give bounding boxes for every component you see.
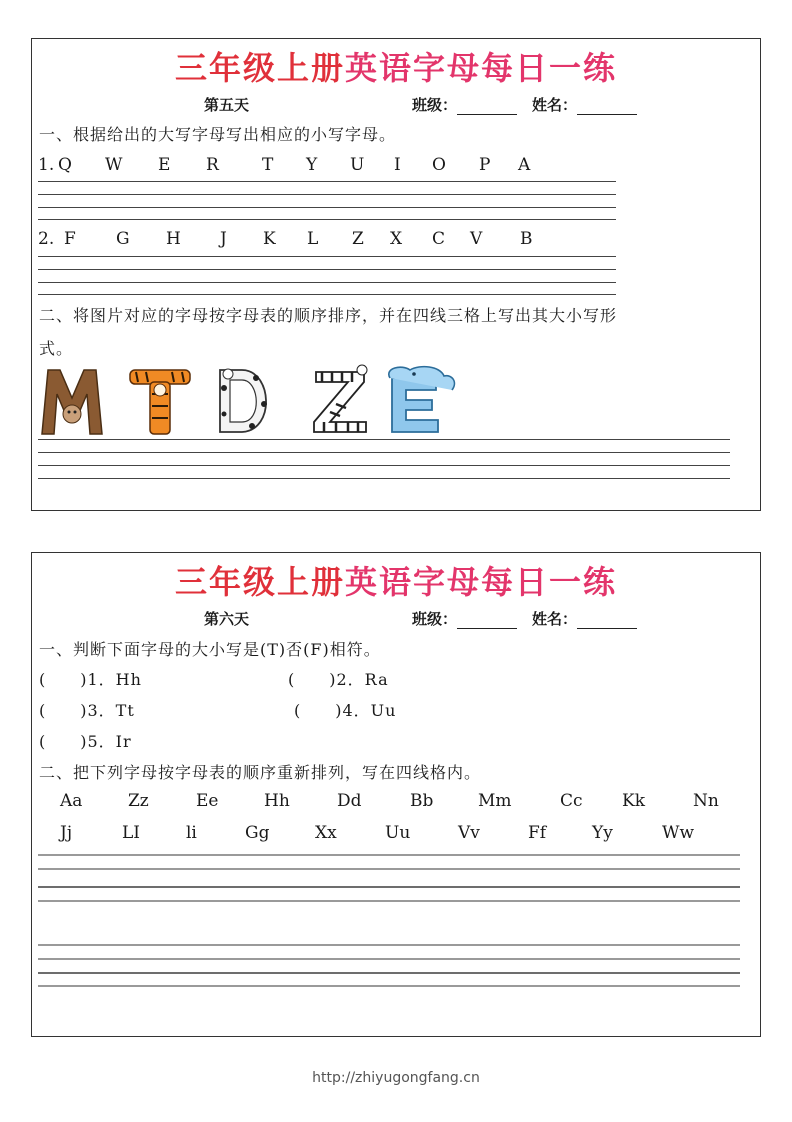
letter-pair: Gg: [245, 823, 270, 843]
day-label: 第六天: [204, 610, 250, 628]
letter: F: [64, 229, 76, 249]
four-line-grid-line: [38, 958, 740, 960]
writing-line: [38, 452, 730, 453]
four-line-grid-line: [38, 972, 740, 974]
elephant-letter-e-picture: [384, 364, 464, 436]
worksheet-day6: [31, 552, 761, 1037]
judge-item-1: ( )1．Hh: [39, 670, 142, 689]
class-blank[interactable]: [457, 614, 517, 629]
judge-item-3: ( )3．Tt: [39, 701, 135, 720]
question-1: 一、根据给出的大写字母写出相应的小写字母。: [39, 125, 397, 144]
letter-pair: Zz: [128, 791, 149, 811]
judge-item-4: ( )4．Uu: [294, 701, 397, 720]
letter: J: [220, 229, 227, 249]
letter: Z: [352, 229, 364, 249]
name-field: 姓名：: [532, 94, 637, 115]
letter-pair: Vv: [458, 823, 480, 843]
question-1: 一、判断下面字母的大小写是(T)否(F)相符。: [39, 640, 381, 659]
letter-pair: Dd: [337, 791, 362, 811]
letter-pair: Ff: [528, 823, 547, 843]
dalmatian-letter-d-picture: [212, 364, 280, 436]
worksheet-title: 三年级上册英语字母每日一练: [174, 49, 618, 87]
letter: T: [262, 155, 274, 175]
writing-line: [38, 207, 616, 208]
letter: R: [206, 155, 219, 175]
letter-pair: Kk: [622, 791, 646, 811]
writing-line: [38, 181, 616, 182]
worksheet-day5: [31, 38, 761, 511]
letter: G: [116, 229, 130, 249]
writing-line: [38, 478, 730, 479]
row-number: 2.: [38, 229, 55, 249]
writing-line: [38, 294, 616, 295]
writing-line: [38, 256, 616, 257]
question-2: 二、把下列字母按字母表的顺序重新排列，写在四线格内。: [39, 763, 482, 782]
question-2-line2: 式。: [39, 339, 74, 358]
letter: K: [263, 229, 276, 249]
letter-pair: Jj: [60, 823, 73, 843]
row-number: 1.: [38, 155, 55, 175]
writing-line: [38, 465, 730, 466]
four-line-grid-line: [38, 944, 740, 946]
letter-pair: LI: [122, 823, 141, 843]
writing-line: [38, 194, 616, 195]
letter: U: [350, 155, 365, 175]
writing-line: [38, 282, 616, 283]
letter-pair: Aa: [60, 791, 83, 811]
name-blank[interactable]: [577, 100, 637, 115]
letter-pair: Hh: [264, 791, 290, 811]
letter: C: [432, 229, 446, 249]
answer-parens[interactable]: ( ): [39, 732, 88, 751]
letter: Q: [58, 155, 72, 175]
letter: E: [158, 155, 171, 175]
answer-parens[interactable]: ( ): [288, 670, 337, 689]
answer-parens[interactable]: ( ): [39, 670, 88, 689]
letter-pair: li: [186, 823, 197, 843]
letter-pair: Uu: [385, 823, 411, 843]
judge-item-2: ( )2．Ra: [288, 670, 389, 689]
judge-item-5: ( )5．Ir: [39, 732, 132, 751]
letter: P: [479, 155, 491, 175]
writing-line: [38, 439, 730, 440]
answer-parens[interactable]: ( ): [294, 701, 343, 720]
letter: O: [432, 155, 446, 175]
class-field: 班级：: [412, 608, 517, 629]
class-blank[interactable]: [457, 100, 517, 115]
question-2-line1: 二、将图片对应的字母按字母表的顺序排序，并在四线三格上写出其大小写形: [39, 306, 618, 325]
letter: B: [520, 229, 533, 249]
class-field: 班级：: [412, 94, 517, 115]
four-line-grid-line: [38, 868, 740, 870]
letter: W: [105, 155, 123, 175]
letter-row-2: [38, 229, 638, 251]
footer-url[interactable]: http://zhiyugongfang.cn: [312, 1070, 480, 1086]
letter-row-1: [38, 155, 638, 177]
letter-pair: Bb: [410, 791, 434, 811]
letter: Y: [306, 155, 318, 175]
letter: I: [394, 155, 401, 175]
answer-parens[interactable]: ( ): [39, 701, 88, 720]
letter: X: [390, 229, 403, 249]
letter-pair: Nn: [693, 791, 719, 811]
day-label: 第五天: [204, 96, 250, 114]
four-line-grid-line: [38, 985, 740, 987]
letter: L: [307, 229, 319, 249]
letter-pair: Xx: [315, 823, 337, 843]
monkey-letter-m-picture: [38, 364, 106, 436]
letter-pair: Ee: [196, 791, 219, 811]
letter-pair: Yy: [592, 823, 613, 843]
four-line-grid-line: [38, 900, 740, 902]
letter-pair: Ww: [662, 823, 695, 843]
worksheet-title: 三年级上册英语字母每日一练: [174, 563, 618, 601]
letter: H: [166, 229, 181, 249]
tiger-letter-t-picture: [126, 364, 194, 436]
writing-line: [38, 219, 616, 220]
four-line-grid-line: [38, 854, 740, 856]
name-field: 姓名：: [532, 608, 637, 629]
letter: V: [470, 229, 483, 249]
zebra-letter-z-picture: [308, 364, 376, 436]
writing-line: [38, 269, 616, 270]
four-line-grid-line: [38, 886, 740, 888]
letter-pair: Cc: [560, 791, 583, 811]
letter-pair: Mm: [478, 791, 512, 811]
name-blank[interactable]: [577, 614, 637, 629]
letter: A: [518, 155, 531, 175]
